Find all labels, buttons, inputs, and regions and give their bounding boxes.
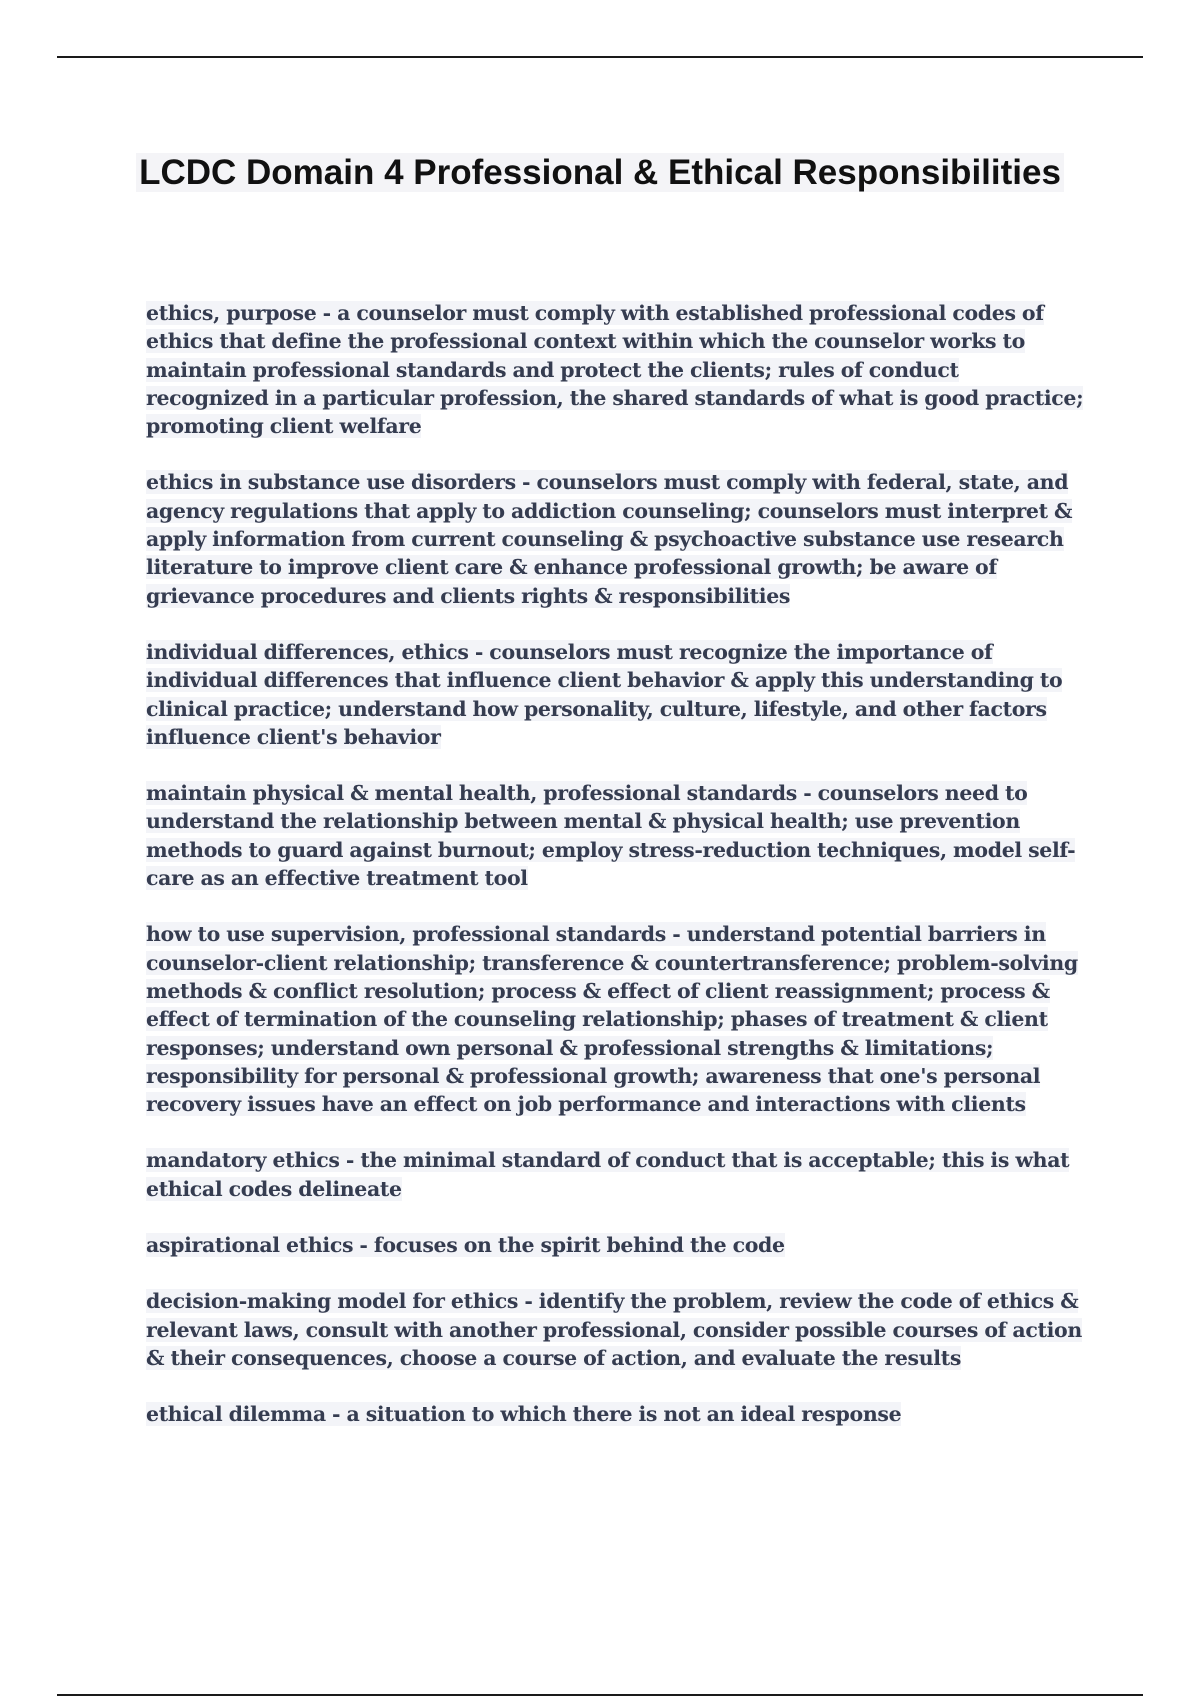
list-item: aspirational ethics - focuses on the spirit behind the code <box>146 1233 785 1258</box>
list-item: individual differences, ethics - counselors must recognize the importance of individual differences that influence client behavior & apply this understanding to clinical practice; understand how personality, culture, lifestyle, and other factors influence client's behavior <box>146 639 1063 749</box>
list-item: decision-making model for ethics - identify the problem, review the code of ethics & relevant laws, consult with another professional, consider possible courses of action & their consequences, choose a course of action, and evaluate the results <box>146 1289 1082 1370</box>
bottom-rule <box>57 1694 1143 1696</box>
page-title <box>100 146 1100 199</box>
list-item: ethics in substance use disorders - counselors must comply with federal, state, and agency regulations that apply to addiction counseling; counselors must interpret & apply information from current counseling & psychoactive substance use research literature to improve client care & enhance professional growth; be aware of grievance procedures and clients rights & responsibilities <box>146 470 1073 608</box>
flashcard-list <box>146 299 1086 1457</box>
page-title-text: LCDC Domain 4 Professional & Ethical Responsibilities <box>136 153 1064 192</box>
top-rule <box>57 56 1143 58</box>
list-item: maintain physical & mental health, professional standards - counselors need to understand the relationship between mental & physical health; use prevention methods to guard against burnout; employ stress-reduction techniques, model self-care as an effective treatment tool <box>146 781 1076 891</box>
list-item: ethics, purpose - a counselor must comply with established professional codes of ethics that define the professional context within which the counselor works to maintain professional standards and protect the clients; rules of conduct recognized in a particular profession, the shared standards of what is good practice; promoting client welfare <box>146 301 1084 439</box>
list-item: ethical dilemma - a situation to which there is not an ideal response <box>146 1402 902 1427</box>
list-item: mandatory ethics - the minimal standard of conduct that is acceptable; this is what ethical codes delineate <box>146 1148 1070 1201</box>
list-item: how to use supervision, professional standards - understand potential barriers in counselor-client relationship; transference & countertransference; problem-solving methods & conflict resolution; process & effect of client reassignment; process & effect of termination of the counseling relationship; phases of treatment & client responses; understand own personal & professional strengths & limitations; responsibility for personal & professional growth; awareness that one's personal recovery issues have an effect on job performance and interactions with clients <box>146 922 1078 1117</box>
